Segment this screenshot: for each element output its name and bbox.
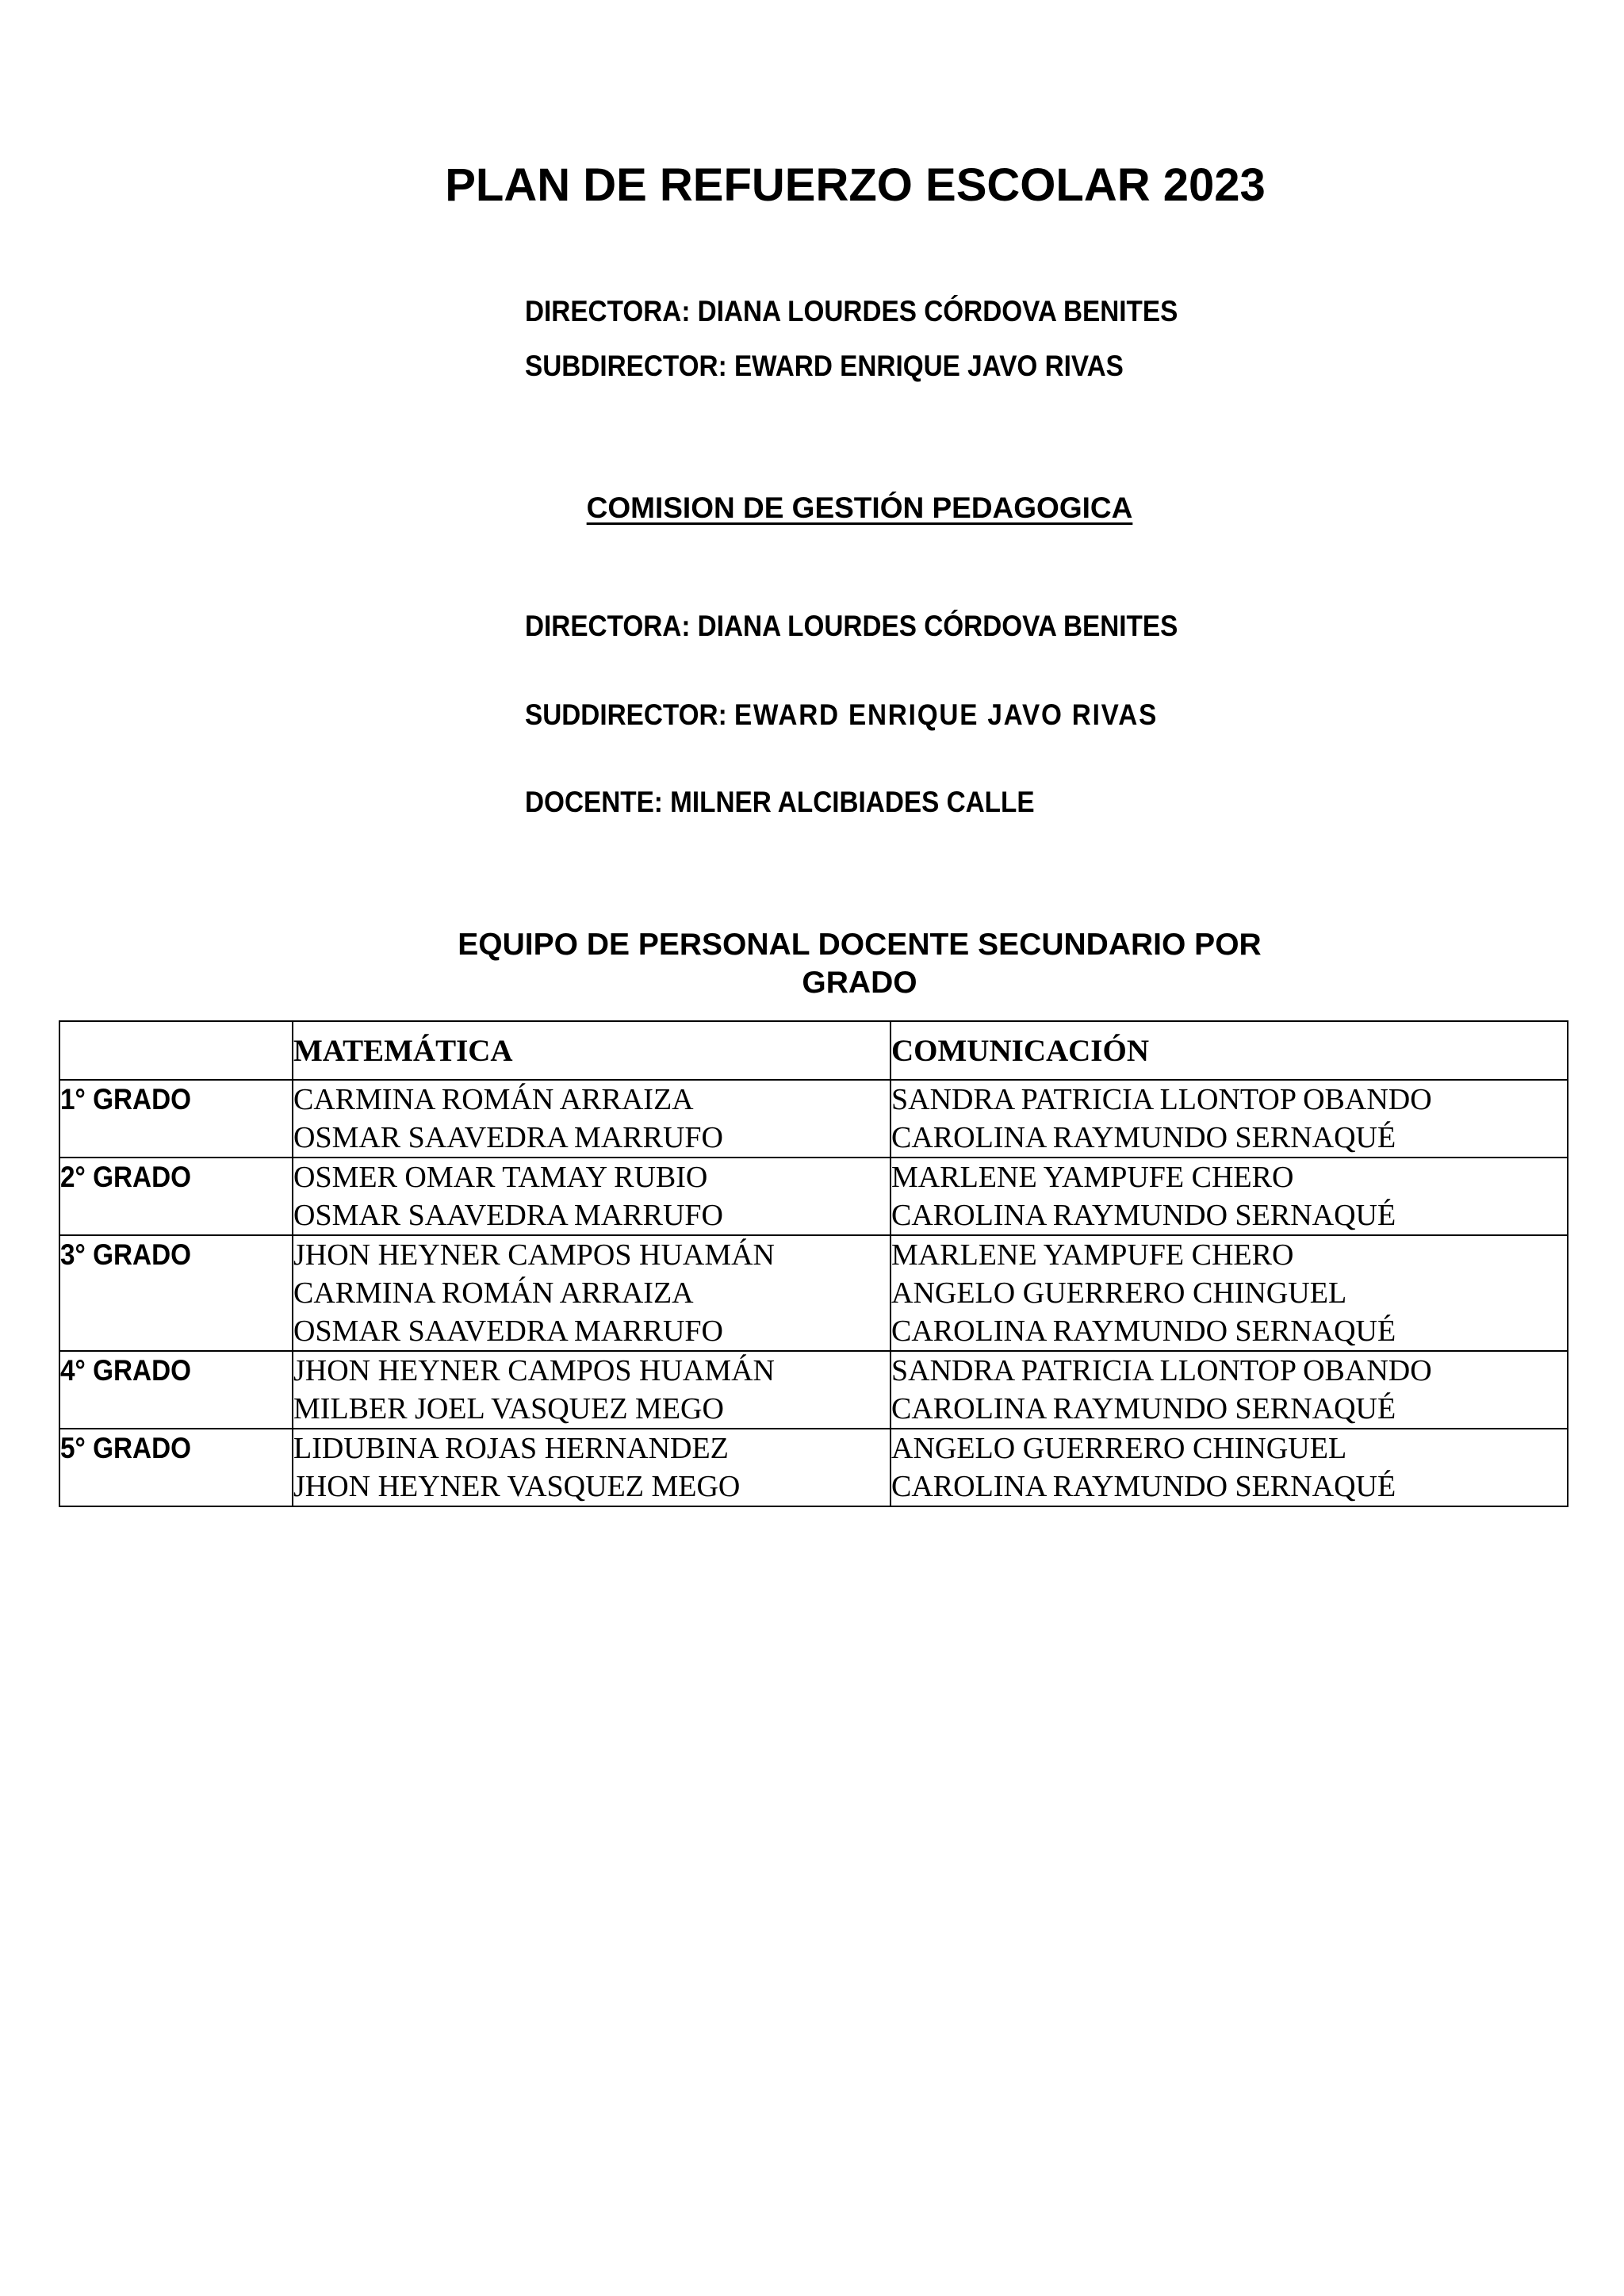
comm-teacher-name: ANGELO GUERRERO CHINGUEL	[891, 1276, 1347, 1310]
table-row	[59, 1351, 1568, 1429]
team-title	[0, 926, 1624, 1002]
grade-cell	[59, 1158, 293, 1235]
grade-label: 2° GRADO	[60, 1161, 192, 1193]
comm-teacher-name: CAROLINA RAYMUNDO SERNAQUÉ	[891, 1199, 1396, 1232]
subdirector-line: SUBDIRECTOR: EWARD ENRIQUE JAVO RIVAS	[525, 350, 1124, 382]
math-teacher-name: JHON HEYNER CAMPOS HUAMÁN	[293, 1238, 775, 1272]
comm-teacher-name: SANDRA PATRICIA LLONTOP OBANDO	[891, 1354, 1432, 1387]
grade-label: 3° GRADO	[60, 1238, 192, 1271]
commission-docente-line: DOCENTE: MILNER ALCIBIADES CALLE	[525, 786, 1035, 818]
math-teacher-name: OSMAR SAAVEDRA MARRUFO	[293, 1199, 724, 1232]
math-teacher-name: LIDUBINA ROJAS HERNANDEZ	[293, 1432, 729, 1465]
header-blank	[59, 1021, 293, 1080]
comm-teacher-name: ANGELO GUERRERO CHINGUEL	[891, 1432, 1347, 1465]
comm-teacher-name: CAROLINA RAYMUNDO SERNAQUÉ	[891, 1470, 1396, 1503]
math-teacher-name: OSMAR SAAVEDRA MARRUFO	[293, 1121, 724, 1154]
comm-teacher-name: CAROLINA RAYMUNDO SERNAQUÉ	[891, 1121, 1396, 1154]
grade-cell	[59, 1235, 293, 1351]
grade-cell	[59, 1429, 293, 1506]
commission-title: COMISION DE GESTIÓN PEDAGOGICA	[586, 492, 1133, 524]
table-row	[59, 1429, 1568, 1506]
comm-teacher-name: MARLENE YAMPUFE CHERO	[891, 1161, 1294, 1194]
comm-teachers-cell	[891, 1429, 1568, 1506]
grade-cell	[59, 1080, 293, 1158]
suddirector-name: EWARD ENRIQUE JAVO RIVAS	[733, 698, 1159, 731]
comm-teacher-name: CAROLINA RAYMUNDO SERNAQUÉ	[891, 1392, 1396, 1425]
comm-teachers-cell	[891, 1158, 1568, 1235]
comm-teachers-cell	[891, 1080, 1568, 1158]
directora-line: DIRECTORA: DIANA LOURDES CÓRDOVA BENITES	[525, 295, 1178, 327]
math-teacher-name: OSMER OMAR TAMAY RUBIO	[293, 1161, 708, 1194]
math-teachers-cell	[293, 1158, 891, 1235]
header-math: MATEMÁTICA	[293, 1021, 891, 1080]
grade-label: 4° GRADO	[60, 1354, 192, 1387]
math-teacher-name: OSMAR SAAVEDRA MARRUFO	[293, 1314, 724, 1348]
table-row	[59, 1158, 1568, 1235]
math-teacher-name: MILBER JOEL VASQUEZ MEGO	[293, 1392, 724, 1425]
math-teacher-name: JHON HEYNER VASQUEZ MEGO	[293, 1470, 741, 1503]
table-row	[59, 1080, 1568, 1158]
comm-teachers-cell	[891, 1351, 1568, 1429]
table-row	[59, 1235, 1568, 1351]
commission-suddirector-line	[525, 698, 1158, 732]
grade-label: 5° GRADO	[60, 1432, 192, 1464]
team-title-line-2: GRADO	[802, 966, 917, 1000]
math-teachers-cell	[293, 1235, 891, 1351]
math-teachers-cell	[293, 1351, 891, 1429]
comm-teacher-name: SANDRA PATRICIA LLONTOP OBANDO	[891, 1083, 1432, 1116]
math-teachers-cell	[293, 1080, 891, 1158]
math-teacher-name: CARMINA ROMÁN ARRAIZA	[293, 1083, 694, 1116]
page-title: PLAN DE REFUERZO ESCOLAR 2023	[445, 159, 1266, 211]
table-header-row	[59, 1021, 1568, 1080]
header-comm: COMUNICACIÓN	[891, 1021, 1568, 1080]
grade-table	[59, 1020, 1568, 1507]
suddirector-label: SUDDIRECTOR:	[525, 698, 734, 731]
math-teacher-name: CARMINA ROMÁN ARRAIZA	[293, 1276, 694, 1310]
comm-teacher-name: CAROLINA RAYMUNDO SERNAQUÉ	[891, 1314, 1396, 1348]
comm-teachers-cell	[891, 1235, 1568, 1351]
math-teacher-name: JHON HEYNER CAMPOS HUAMÁN	[293, 1354, 775, 1387]
grade-rows	[59, 1080, 1568, 1506]
grade-label: 1° GRADO	[60, 1083, 192, 1115]
comm-teacher-name: MARLENE YAMPUFE CHERO	[891, 1238, 1294, 1272]
team-title-line-1: EQUIPO DE PERSONAL DOCENTE SECUNDARIO POR	[458, 928, 1262, 962]
math-teachers-cell	[293, 1429, 891, 1506]
commission-directora-line: DIRECTORA: DIANA LOURDES CÓRDOVA BENITES	[525, 610, 1178, 642]
grade-cell	[59, 1351, 293, 1429]
